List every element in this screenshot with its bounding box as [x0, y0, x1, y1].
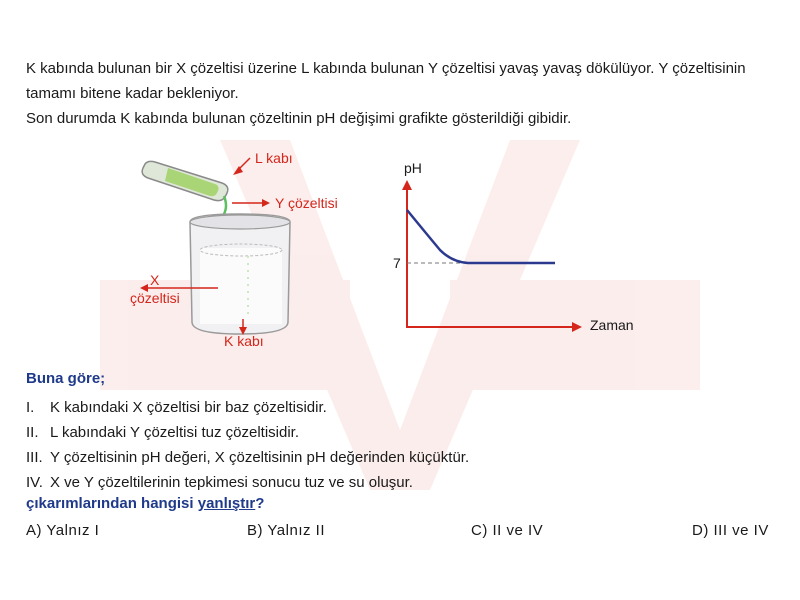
intro-text-1: K kabında bulunan bir X çözeltisi üzerine L kabında bulunan Y çözeltisi yavaş yavaş dökülüyor. Y çözeltisinin tamamı bitene kadar bekleniyor.	[26, 60, 746, 102]
question-text: çıkarımlarından hangisi	[26, 495, 198, 512]
option-text: Yalnız I	[46, 522, 100, 539]
statement-item	[26, 470, 469, 495]
statement-number: II.	[26, 424, 39, 441]
statement-list	[26, 395, 469, 495]
option-a[interactable]	[26, 522, 99, 539]
option-text: III ve IV	[713, 522, 769, 539]
statement-text: Y çözeltisinin pH değeri, X çözeltisinin pH değerinden küçüktür.	[50, 449, 470, 466]
graph-y-label: pH	[404, 160, 422, 176]
statement-number: III.	[26, 449, 43, 466]
option-b[interactable]	[247, 522, 325, 539]
statement-item	[26, 420, 469, 445]
option-letter: C)	[471, 522, 488, 539]
statement-number: IV.	[26, 474, 43, 491]
buna-gore-heading: Buna göre;	[26, 370, 106, 387]
statement-text: X ve Y çözeltilerinin tepkimesi sonucu tuz ve su oluşur.	[50, 474, 413, 491]
statement-item	[26, 395, 469, 420]
graph-x-label: Zaman	[590, 317, 634, 333]
question-mark: ?	[255, 495, 265, 512]
option-letter: B)	[247, 522, 263, 539]
option-text: Yalnız II	[267, 522, 325, 539]
intro-text-2: Son durumda K kabında bulunan çözeltinin pH değişimi grafikte gösterildiği gibidir.	[26, 110, 572, 127]
label-y-cozeltisi: Y çözeltisi	[275, 195, 338, 211]
option-d[interactable]	[692, 522, 769, 539]
question-stem	[26, 495, 264, 512]
option-letter: D)	[692, 522, 709, 539]
label-x-cozeltisi: çözeltisi	[130, 290, 180, 306]
question-underlined: yanlıştır	[197, 495, 256, 512]
statement-number: I.	[26, 399, 35, 416]
label-x: X	[150, 272, 160, 288]
label-l-kabi: L kabı	[255, 150, 293, 166]
graph-tick-7: 7	[393, 255, 401, 271]
option-c[interactable]	[471, 522, 543, 539]
label-k-kabi: K kabı	[224, 333, 264, 349]
statement-item	[26, 445, 469, 470]
statement-text: L kabındaki Y çözeltisi tuz çözeltisidir.	[50, 424, 300, 441]
ph-curve	[407, 210, 555, 263]
option-letter: A)	[26, 522, 42, 539]
option-text: II ve IV	[492, 522, 544, 539]
statement-text: K kabındaki X çözeltisi bir baz çözeltisidir.	[50, 399, 327, 416]
